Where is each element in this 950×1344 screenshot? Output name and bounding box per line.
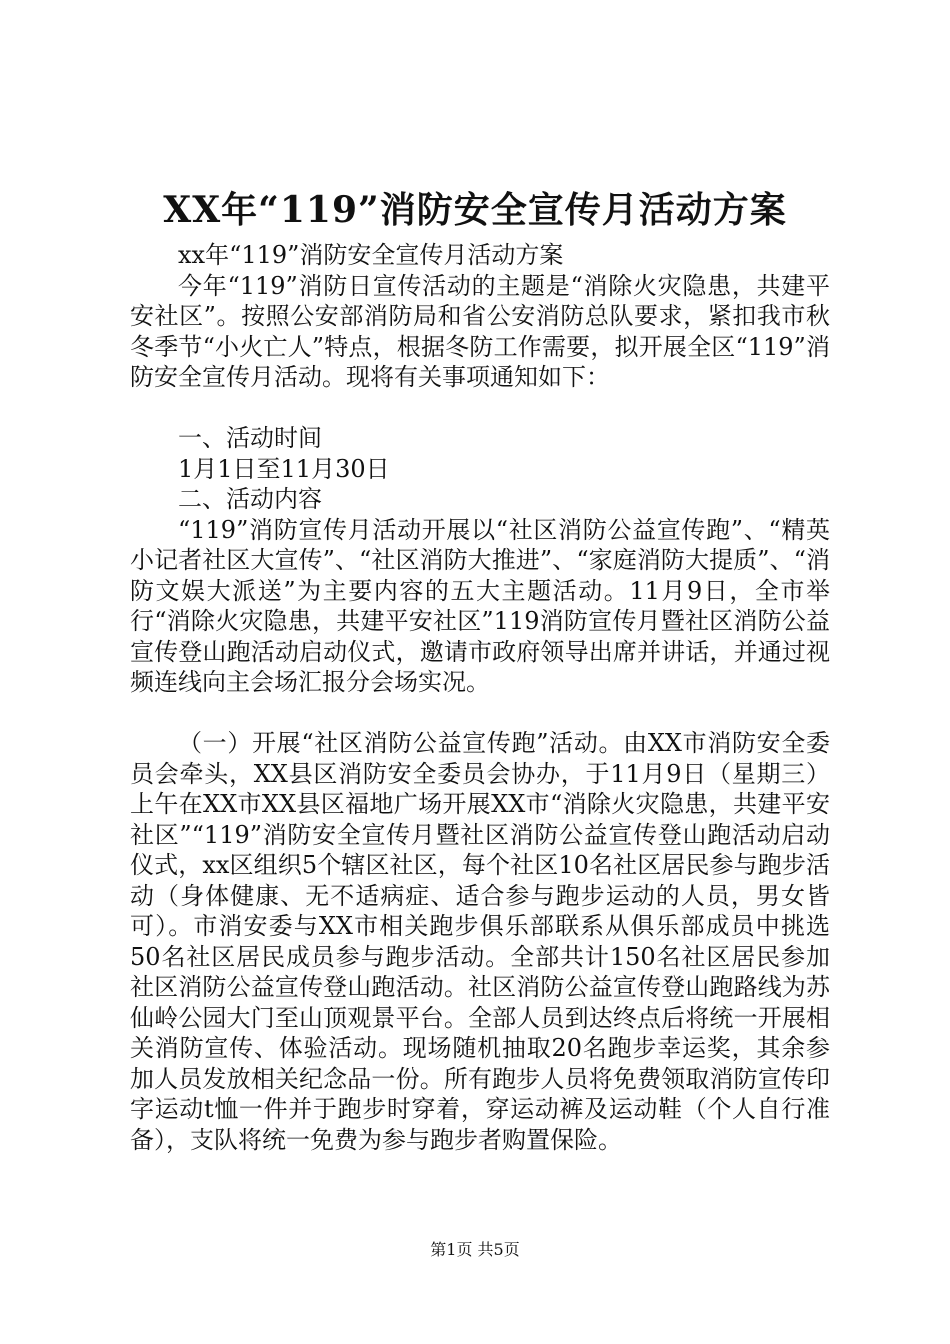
content-paragraph: “119”消防宣传月活动开展以“社区消防公益宣传跑”、“精英小记者社区大宣传”、“社区消防大推进”、“家庭消防大提质”、“消防文娱大派送”为主要内容的五大主题活动。11月9日，全市举行“消除火灾隐患，共建平安社区”119消防宣传月暨社区消防公益宣传登山跑活动启动仪式，邀请市政府领导出席并讲话，并通过视频连线向主会场汇报分会场实况。 (130, 515, 830, 696)
subtitle-paragraph: xx年“119”消防安全宣传月活动方案 (178, 241, 564, 269)
section-heading-time: 一、活动时间 (178, 424, 322, 452)
page-footer: 第1页 共5页 (430, 1240, 520, 1259)
time-paragraph: 1月1日至11月30日 (178, 454, 390, 483)
activity-one-paragraph: （一）开展“社区消防公益宣传跑”活动。由XX市消防安全委员会牵头，XX县区消防安全委员会协办，于11月9日（星期三）上午在XX市XX县区福地广场开展XX市“消除火灾隐患，共建平安社区”“119”消防安全宣传月暨社区消防公益宣传登山跑活动启动仪式，xx区组织5个辖区社区，每个社区10名社区居民参与跑步活动（身体健康、无不适病症、适合参与跑步运动的人员，男女皆可）。市消安委与XX市相关跑步俱乐部联系从俱乐部成员中挑选50名社区居民成员参与跑步活动。全部共计150名社区居民参加社区消防公益宣传登山跑活动。社区消防公益宣传登山跑路线为苏仙岭公园大门至山顶观景平台。全部人员到达终点后将统一开展相关消防宣传、体验活动。现场随机抽取20名跑步幸运奖，其余参加人员发放相关纪念品一份。所有跑步人员将免费领取消防宣传印字运动t恤一件并于跑步时穿着，穿运动裤及运动鞋（个人自行准备），支队将统一免费为参与跑步者购置保险。 (130, 729, 830, 1154)
intro-paragraph: 今年“119”消防日宣传活动的主题是“消除火灾隐患，共建平安社区”。按照公安部消防局和省公安消防总队要求，紧扣我市秋冬季节“小火亡人”特点，根据冬防工作需要，拟开展全区“119”消防安全宣传月活动。现将有关事项通知如下： (130, 271, 830, 391)
document-body (130, 240, 830, 1155)
document-title: XX年“119”消防安全宣传月活动方案 (163, 189, 787, 231)
section-heading-content: 二、活动内容 (178, 485, 322, 513)
